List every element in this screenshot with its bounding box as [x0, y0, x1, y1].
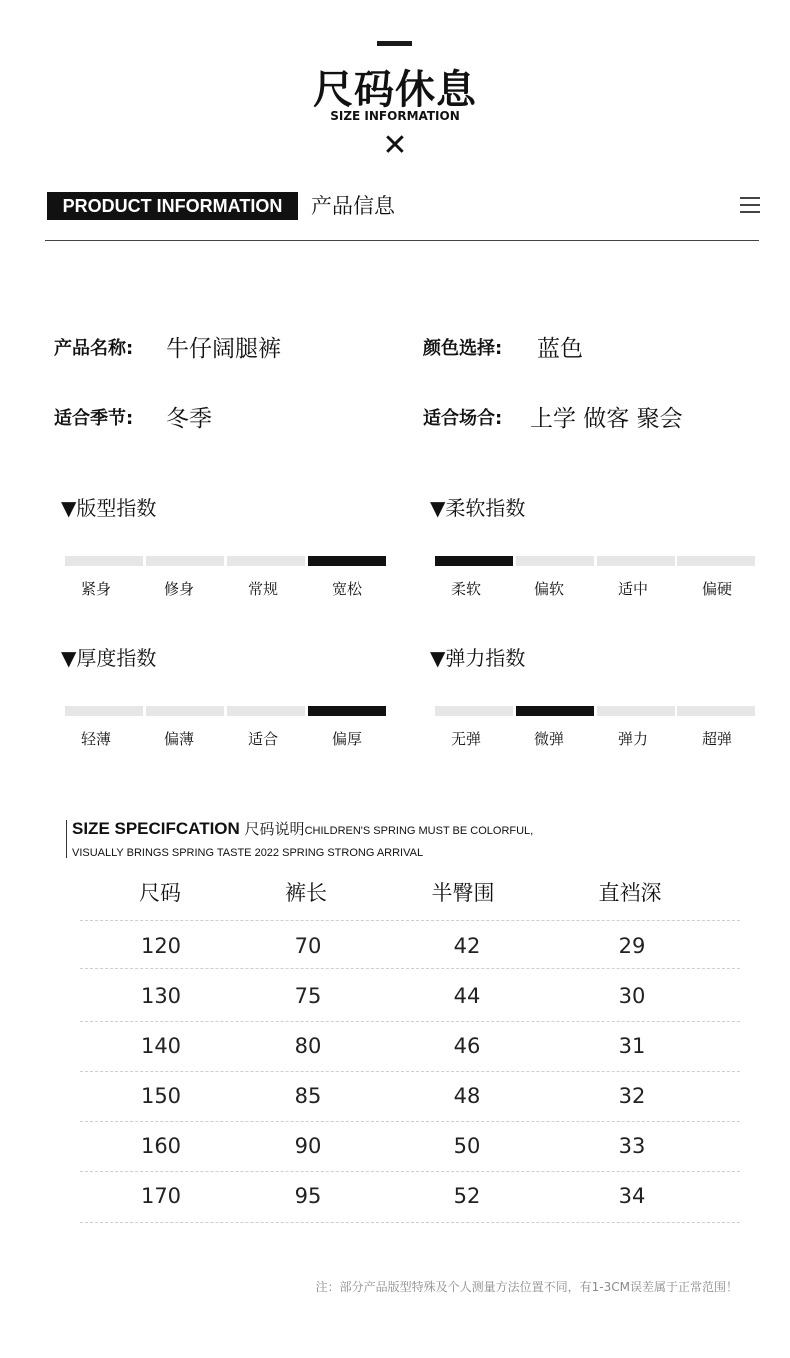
table-cell: 34 [618, 1184, 646, 1208]
elasticity-index-title: ▼弹力指数 [430, 646, 526, 670]
table-cell: 31 [618, 1034, 646, 1058]
attr-label-occasion: 适合场合: [423, 408, 503, 429]
elasticity-index-bar [516, 706, 594, 716]
header-top-bar [377, 41, 412, 46]
softness-index-bar [677, 556, 755, 566]
softness-option: 偏软 [533, 580, 564, 598]
table-cell: 90 [294, 1134, 322, 1158]
table-divider [80, 1021, 740, 1022]
thickness-index-bar [308, 706, 386, 716]
table-cell: 32 [618, 1084, 646, 1108]
spec-heading-rule [66, 820, 67, 858]
softness-option: 偏硬 [701, 580, 732, 598]
elasticity-index-bar [677, 706, 755, 716]
fit-option: 紧身 [80, 580, 111, 598]
softness-index-bar [516, 556, 594, 566]
table-cell: 85 [294, 1084, 322, 1108]
table-divider [80, 920, 740, 921]
table-header-size: 尺码 [139, 881, 181, 905]
fit-option: 常规 [247, 580, 278, 598]
product-info-label-en: PRODUCT INFORMATION [47, 192, 298, 220]
table-cell: 70 [294, 934, 322, 958]
table-cell: 42 [453, 934, 481, 958]
table-cell: 29 [618, 934, 646, 958]
fit-index-bar [146, 556, 224, 566]
table-cell: 80 [294, 1034, 322, 1058]
table-cell: 33 [618, 1134, 646, 1158]
fit-index-title: ▼版型指数 [61, 496, 157, 520]
table-cell: 50 [453, 1134, 481, 1158]
thickness-option: 偏厚 [331, 730, 362, 748]
menu-icon[interactable] [740, 197, 760, 214]
softness-index-title: ▼柔软指数 [430, 496, 526, 520]
table-cell: 75 [294, 984, 322, 1008]
softness-option: 适中 [617, 580, 648, 598]
table-divider [80, 1121, 740, 1122]
table-cell: 120 [140, 934, 182, 958]
size-note: 注：部分产品版型特殊及个人测量方法位置不同，有1-3CM误差属于正常范围！ [315, 1280, 738, 1294]
table-divider [80, 1171, 740, 1172]
attr-value-name: 牛仔阔腿裤 [166, 336, 281, 362]
table-cell: 48 [453, 1084, 481, 1108]
elasticity-option: 弹力 [617, 730, 648, 748]
elasticity-option: 微弹 [533, 730, 564, 748]
thickness-index-bar [227, 706, 305, 716]
section-divider [45, 240, 759, 241]
product-info-label-cn: 产品信息 [311, 194, 395, 218]
attr-label-season: 适合季节: [54, 408, 134, 429]
attr-value-occasion: 上学 做客 聚会 [530, 406, 683, 432]
table-header-length: 裤长 [285, 881, 327, 905]
attr-label-name: 产品名称: [54, 338, 134, 359]
elasticity-index-bar [597, 706, 675, 716]
thickness-index-bar [146, 706, 224, 716]
table-cell: 130 [140, 984, 182, 1008]
attr-value-color: 蓝色 [537, 336, 583, 362]
table-cell: 150 [140, 1084, 182, 1108]
table-cell: 46 [453, 1034, 481, 1058]
size-spec-title-en: SIZE SPECIFCATION [72, 819, 240, 838]
size-spec-heading [72, 818, 533, 842]
table-cell: 44 [453, 984, 481, 1008]
table-cell: 52 [453, 1184, 481, 1208]
thickness-option: 轻薄 [80, 730, 111, 748]
table-cell: 160 [140, 1134, 182, 1158]
attr-value-season: 冬季 [166, 406, 212, 432]
softness-option: 柔软 [450, 580, 481, 598]
table-divider [80, 968, 740, 969]
table-divider [80, 1071, 740, 1072]
table-cell: 170 [140, 1184, 182, 1208]
thickness-index-title: ▼厚度指数 [61, 646, 157, 670]
table-divider [80, 1222, 740, 1223]
softness-index-bar [597, 556, 675, 566]
table-cell: 30 [618, 984, 646, 1008]
thickness-option: 适合 [247, 730, 278, 748]
table-cell: 140 [140, 1034, 182, 1058]
fit-option: 宽松 [331, 580, 362, 598]
fit-index-bar [308, 556, 386, 566]
table-header-hip: 半臀围 [431, 881, 495, 905]
softness-index-bar [435, 556, 513, 566]
table-header-rise: 直裆深 [598, 881, 662, 905]
page-title: 尺码休息 [313, 67, 477, 113]
attr-label-color: 颜色选择: [423, 338, 503, 359]
thickness-option: 偏薄 [163, 730, 194, 748]
elasticity-index-bar [435, 706, 513, 716]
elasticity-option: 超弹 [701, 730, 732, 748]
elasticity-option: 无弹 [450, 730, 481, 748]
page-subtitle: SIZE INFORMATION [330, 109, 460, 123]
size-spec-tagline-2: VISUALLY BRINGS SPRING TASTE 2022 SPRING STRONG ARRIVAL [72, 847, 424, 859]
size-spec-title-cn: 尺码说明 [244, 821, 305, 838]
fit-index-bar [227, 556, 305, 566]
fit-option: 修身 [163, 580, 194, 598]
size-spec-tagline-1: CHILDREN'S SPRING MUST BE COLORFUL, [304, 825, 534, 837]
thickness-index-bar [65, 706, 143, 716]
fit-index-bar [65, 556, 143, 566]
cross-mark-icon: ✕ [382, 128, 408, 163]
table-cell: 95 [294, 1184, 322, 1208]
